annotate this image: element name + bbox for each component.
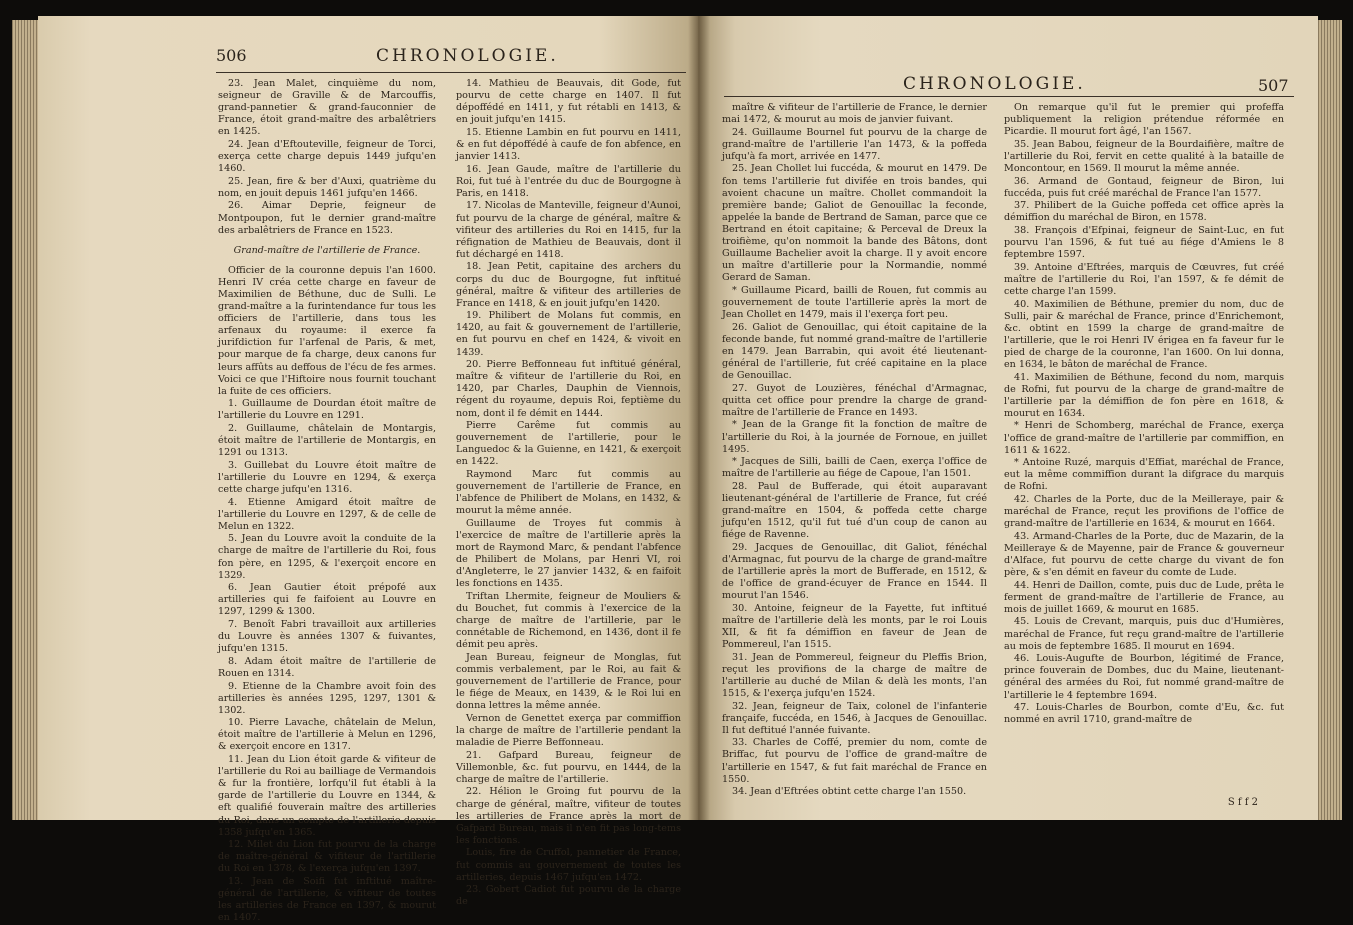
paragraph: 16. Jean Gaude, maître de l'artillerie du Roi, fut tué à l'entrée du duc de Bourgogne à Paris, en 1418. [456,163,681,199]
paragraph: 23. Gobert Cadiot fut pourvu de la charge de [456,884,681,908]
paragraph: 39. Antoine d'Eftrées, marquis de Cœuvres, fut créé maître de l'artillerie du Roi, l'an 1597, & fe démit de cette charge l'an 1599. [1004,261,1284,297]
paragraph: 37. Philibert de la Guiche poffeda cet office après la démiffion du maréchal de Biron, en 1578. [1004,200,1284,224]
paragraph: 5. Jean du Louvre avoit la conduite de la charge de maître de l'artillerie du Roi, fous fon père, en 1295, & l'exerçoit encore en 1329. [218,533,436,581]
paragraph: 25. Jean Chollet lui fuccéda, & mourut en 1479. De fon tems l'artillerie fut divifée en trois bandes, qui avoient chacune un maître. Chollet commandoit la première bande; Galiot de Genouillac la feconde, appelée la bande de Bertrand de Saman, parce que ce Bertrand en étoit capitaine; & Perceval de Dreux la troifième, qu'on nommoit la bande des Bâtons, dont Guillaume Bachelier avoit la charge. Il y avoit encore un maître d'artillerie pour la Normandie, nommé Gerard de Saman. [722,163,987,284]
paragraph: Guillaume de Troyes fut commis à l'exercice de maître de l'artillerie après la mort de Raymond Marc, & pendant l'abfence de Philibert de Molans, par Henri VI, roi d'Angleterre, le 27 janvier 1432, & en faifoit les fonctions en 1435. [456,517,681,590]
paragraph: 7. Benoît Fabri travailloit aux artilleries du Louvre ès années 1307 & fuivantes, jufqu'en 1315. [218,619,436,655]
paragraph: Louis, fire de Cruffol, pannetier de France, fut commis au gouvernement de toutes les artilleries, depuis 1467 jufqu'en 1472. [456,847,681,883]
paragraph: Triftan Lhermite, feigneur de Mouliers & du Bouchet, fut commis à l'exercice de la charge de maître de l'artillerie, par le connétable de Richemond, en 1436, dont il fe démit peu après. [456,590,681,651]
paragraph: Jean Bureau, feigneur de Monglas, fut commis verbalement, par le Roi, au fait & gouvernement de l'artillerie de France, pour le fiége de Meaux, en 1439, & le Roi lui en donna lettres la même année. [456,651,681,712]
paragraph: On remarque qu'il fut le premier qui profeffa publiquement la religion prétendue réformée en Picardie. Il mourut fort âgé, l'an 1567. [1004,102,1284,138]
paragraph: 45. Louis de Crevant, marquis, puis duc d'Humières, maréchal de France, fut reçu grand-maître de l'artillerie au mois de feptembre 1685. Il mourut en 1694. [1004,616,1284,652]
left-column-a [218,78,436,925]
paragraph: * Henri de Schomberg, maréchal de France, exerça l'office de grand-maître de l'artillerie par commiffion, en 1611 & 1622. [1004,420,1284,456]
paragraph: 10. Pierre Lavache, châtelain de Melun, étoit maître de l'artillerie à Melun en 1296, & exerçoit encore en 1317. [218,717,436,753]
page-edges-right [1316,20,1342,820]
right-running-head: CHRONOLOGIE. [903,74,1086,94]
paragraph: * Jacques de Silli, bailli de Caen, exerça l'office de maître de l'artillerie au fiége de Capoue, l'an 1501. [722,456,987,480]
paragraph: 38. François d'Efpinai, feigneur de Saint-Luc, en fut pourvu l'an 1596, & fut tué au fiége d'Amiens le 8 feptembre 1597. [1004,224,1284,261]
paragraph: 15. Etienne Lambin en fut pourvu en 1411, & en fut dépoffédé à caufe de fon abfence, en janvier 1413. [456,126,681,163]
paragraph: 3. Guillebat du Louvre étoit maître de l'artillerie du Louvre en 1294, & exerça cette charge jufqu'en 1316. [218,459,436,495]
right-column-d [1004,102,1284,727]
paragraph: 42. Charles de la Porte, duc de la Meilleraye, pair & maréchal de France, reçut les provifions de l'office de grand-maître de l'artillerie en 1634, & mourut en 1664. [1004,494,1284,530]
left-column-b [456,78,681,909]
paragraph: 2. Guillaume, châtelain de Montargis, étoit maître de l'artillerie de Montargis, en 1291 ou 1313. [218,423,436,459]
paragraph: 13. Jean de Soifi fut inftitué maître-général de l'artillerie, & vifiteur de toutes les artilleries de France en 1397, & mourut en 1407. [218,876,436,924]
paragraph: 47. Louis-Charles de Bourbon, comte d'Eu, &c. fut nommé en avril 1710, grand-maître de [1004,702,1284,726]
paragraph: 21. Gafpard Bureau, feigneur de Villemonble, &c. fut pourvu, en 1444, de la charge de maître de l'artillerie. [456,749,681,785]
paragraph: 18. Jean Petit, capitaine des archers du corps du duc de Bourgogne, fut inftitué général, maître & vifiteur des artilleries de France en 1418, & en jouit jufqu'en 1420. [456,261,681,309]
paragraph: 25. Jean, fire & ber d'Auxi, quatrième du nom, en jouit depuis 1461 jufqu'en 1466. [218,175,436,199]
paragraph: 1. Guillaume de Dourdan étoit maître de l'artillerie du Louvre en 1291. [218,398,436,422]
left-folio: 506 [216,46,247,65]
paragraph: 36. Armand de Gontaud, feigneur de Biron, lui fuccéda, puis fut créé maréchal de France l'an 1577. [1004,175,1284,199]
paragraph: 14. Mathieu de Beauvais, dit Gode, fut pourvu de cette charge en 1407. Il fut dépoffédé en 1411, y fut rétabli en 1413, & en jouit jufqu'en 1415. [456,78,681,126]
paragraph: 33. Charles de Coffé, premier du nom, comte de Briffac, fut pourvu de l'office de grand-maître de l'artillerie en 1547, & fut fait maréchal de France en 1550. [722,737,987,785]
paragraph: * Jean de la Grange fit la fonction de maître de l'artillerie du Roi, à la journée de Fornoue, en juillet 1495. [722,419,987,455]
paragraph: maître & vifiteur de l'artillerie de France, le dernier mai 1472, & mourut au mois de janvier fuivant. [722,102,987,126]
left-page [38,16,698,924]
paragraph: 24. Jean d'Eftouteville, feigneur de Torci, exerça cette charge depuis 1449 jufqu'en 1460. [218,138,436,175]
right-folio: 507 [1258,76,1289,95]
paragraph: 29. Jacques de Genouillac, dit Galiot, fénéchal d'Armagnac, fut pourvu de la charge de grand-maître de l'artillerie après la mort de Bufferade, en 1512, & de l'office de grand-écuyer de France en 1544. Il mourut l'an 1546. [722,541,987,602]
paragraph: * Guillaume Picard, bailli de Rouen, fut commis au gouvernement de toute l'artillerie après la mort de Jean Chollet en 1479, mais il l'exerça fort peu. [722,284,987,321]
paragraph: 44. Henri de Daillon, comte, puis duc de Lude, prêta le ferment de grand-maître de l'artillerie de France, au mois de juillet 1669, & mourut en 1685. [1004,579,1284,615]
paragraph: 40. Maximilien de Béthune, premier du nom, duc de Sulli, pair & maréchal de France, prince d'Enrichemont, &c. obtint en 1599 la charge de grand-maître de l'artillerie, que le roi Henri IV érigea en fa faveur fur le pied de charge de la couronne, l'an 1600. On lui donna, en 1634, le bâton de maréchal de France. [1004,298,1284,370]
head-rule [216,72,686,73]
paragraph: 12. Milet du Lion fut pourvu de la charge de maître-général & vifiteur de l'artillerie du Roi en 1378, & l'exerça jufqu'en 1397. [218,839,436,875]
paragraph: 17. Nicolas de Manteville, feigneur d'Aunoi, fut pourvu de la charge de général, maître & vifiteur des artilleries du Roi en 1415, fur la réfignation de Mathieu de Beauvais, dont il fut déchargé en 1418. [456,200,681,260]
paragraph: 31. Jean de Pommereul, feigneur du Pleffis Brion, reçut les provifions de la charge de maître de l'artillerie au duché de Milan & delà les monts, l'an 1515, & l'exerça jufqu'en 1524. [722,651,987,699]
paragraph: 24. Guillaume Bournel fut pourvu de la charge de grand-maître de l'artillerie l'an 1473, & la poffeda jufqu'à fa mort, arrivée en 1477. [722,126,987,162]
paragraph: * Antoine Ruzé, marquis d'Effiat, maréchal de France, eut la même commiffion durant la difgrace du marquis de Rofni. [1004,457,1284,493]
paragraph: 11. Jean du Lion étoit garde & vifiteur de l'artillerie du Roi au bailliage de Vermandois & fur la frontière, lorfqu'il fut établi à la garde de l'artillerie du Louvre en 1344, & eft qualifié fouverain maître des artilleries du Roi, dans un compte de l'artillerie depuis 1358 jufqu'en 1365. [218,754,436,838]
book-gutter [688,16,710,820]
paragraph: Raymond Marc fut commis au gouvernement de l'artillerie de France, en l'abfence de Philibert de Molans, en 1432, & mourut la même année. [456,469,681,517]
paragraph: 35. Jean Babou, feigneur de la Bourdaifière, maître de l'artillerie du Roi, fervit en cette qualité à la bataille de Moncontour, en 1569. Il mourut la même année. [1004,138,1284,174]
paragraph: 9. Etienne de la Chambre avoit foin des artilleries ès années 1295, 1297, 1301 & 1302. [218,680,436,716]
paragraph: 34. Jean d'Eftrées obtint cette charge l'an 1550. [732,786,967,798]
paragraph: 46. Louis-Augufte de Bourbon, légitimé de France, prince fouverain de Dombes, duc du Maine, lieutenant-général des armées du Roi, fut nommé grand-maître de l'artillerie le 4 feptembre 1694. [1004,653,1284,701]
signature-mark: S f f 2 [1227,797,1258,808]
paragraph: 19. Philibert de Molans fut commis, en 1420, au fait & gouvernement de l'artillerie, en fut pourvu en chef en 1424, & vivoit en 1439. [456,310,681,358]
paragraph: 26. Aimar Deprie, feigneur de Montpoupon, fut le dernier grand-maître des arbalêtriers de France en 1523. [218,200,436,236]
head-rule [724,96,1294,97]
right-column-c [722,102,987,799]
paragraph: 41. Maximilien de Béthune, fecond du nom, marquis de Rofni, fut pourvu de la charge de grand-maître de l'artillerie par la démiffion de fon père en 1618, & mourut en 1634. [1004,371,1284,419]
open-book [12,12,1342,924]
paragraph: Vernon de Genettet exerça par commiffion la charge de maître de l'artillerie pendant la maladie de Pierre Beffonneau. [456,712,681,749]
paragraph: 4. Etienne Amigard étoit maître de l'artillerie du Louvre en 1297, & de celle de Melun en 1322. [218,496,436,532]
right-page [698,16,1318,820]
paragraph: 8. Adam étoit maître de l'artillerie de Rouen en 1314. [218,655,436,679]
paragraph: 27. Guyot de Louzières, fénéchal d'Armagnac, quitta cet office pour prendre la charge de grand-maître de l'artillerie de France en 1493. [722,382,987,418]
paragraph: 6. Jean Gautier étoit prépofé aux artilleries qui fe faifoient au Louvre en 1297, 1299 & 1300. [218,582,436,618]
paragraph: 32. Jean, feigneur de Taix, colonel de l'infanterie françaife, fuccéda, en 1546, à Jacques de Genouillac. Il fut deftitué l'année fuivante. [722,700,987,736]
paragraph: 20. Pierre Beffonneau fut inftitué général, maître & vifiteur de l'artillerie du Roi, en 1420, par Charles, Dauphin de Viennois, régent du royaume, depuis Roi, feptième du nom, dont il fe démit en 1444. [456,359,681,419]
paragraph: 26. Galiot de Genouillac, qui étoit capitaine de la feconde bande, fut nommé grand-maître de l'artillerie en 1479. Jean Barrabin, qui avoit été lieutenant-général de l'artillerie, fut créé capitaine en la place de Genouillac. [722,321,987,382]
paragraph: Pierre Carême fut commis au gouvernement de l'artillerie, pour le Languedoc & la Guienne, en 1421, & exerçoit en 1422. [456,420,681,468]
left-running-head: CHRONOLOGIE. [376,46,559,66]
paragraph: 28. Paul de Bufferade, qui étoit auparavant lieutenant-général de l'artillerie de France, fut créé grand-maître en 1504, & poffeda cette charge jufqu'en 1512, qu'il fut tué d'un coup de canon au fiége de Ravenne. [722,480,987,541]
paragraph: 22. Hélion le Groing fut pourvu de la charge de général, maître, vifiteur de toutes les artilleries de France après la mort de Gafpard Bureau, mais il n'en fit pas long-tems les fonctions. [456,786,681,846]
section-heading: Grand-maître de l'artillerie de France. [233,244,421,256]
paragraph: 30. Antoine, feigneur de la Fayette, fut inftitué maître de l'artillerie delà les monts, par le roi Louis XII, & fit fa démiffion en faveur de Jean de Pommereul, l'an 1515. [722,602,987,651]
paragraph: Officier de la couronne depuis l'an 1600. Henri IV créa cette charge en faveur de Maximilien de Béthune, duc de Sulli. Le grand-maître a la furintendance fur tous les officiers de l'artillerie, dans tous les arfenaux du royaume: il exerce fa jurifdiction fur l'arfenal de Paris, & met, pour marque de fa charge, deux canons fur leurs affûts au deffous de l'écu de fes armes. Voici ce que l'Hiftoire nous fournit touchant la fuite de ces officiers. [218,264,436,397]
paragraph: 43. Armand-Charles de la Porte, duc de Mazarin, de la Meilleraye & de Mayenne, pair de France & gouverneur d'Alface, fut pourvu de cette charge du vivant de fon père, & s'en démit en faveur du comte de Lude. [1004,530,1284,579]
paragraph: 23. Jean Malet, cinquième du nom, seigneur de Graville & de Marcouffis, grand-pannetier & grand-fauconnier de France, étoit grand-maître des arbalêtriers en 1425. [218,78,436,138]
